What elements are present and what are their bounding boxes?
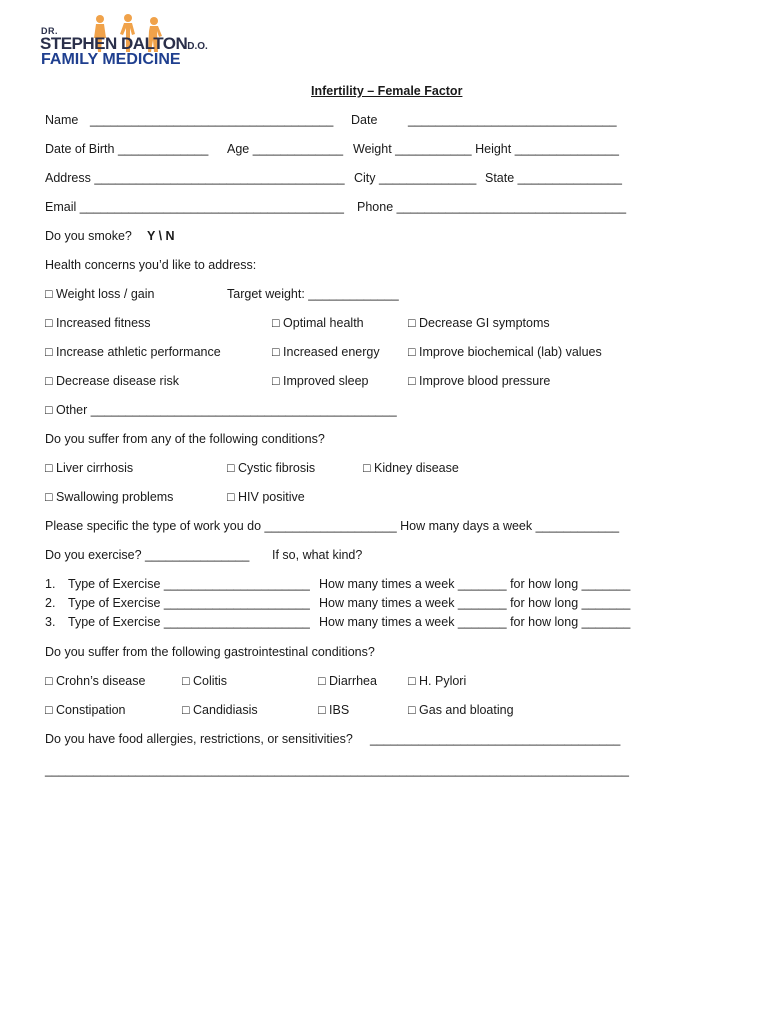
logo-dr: DR. [41, 26, 58, 36]
checkbox-swallowing[interactable]: □ Swallowing problems [45, 490, 174, 504]
form-title: Infertility – Female Factor [311, 84, 463, 98]
exercise-type-field[interactable]: Type of Exercise _____________________ [68, 615, 310, 629]
checkbox-other[interactable]: □ Other ____________________________________________ [45, 403, 397, 417]
smoke-question: Do you smoke? [45, 229, 132, 243]
clinic-logo [40, 14, 210, 74]
checkbox-improved-sleep[interactable]: □ Improved sleep [272, 374, 369, 388]
conditions-heading: Do you suffer from any of the following conditions? [45, 432, 325, 446]
age-field[interactable]: Age _____________ [227, 142, 344, 156]
name-field[interactable]: ___________________________________ [90, 113, 334, 127]
checkbox-gas-bloating[interactable]: □ Gas and bloating [408, 703, 514, 717]
health-heading: Health concerns you’d like to address: [45, 258, 257, 272]
exercise-row-num: 3. [45, 615, 56, 629]
checkbox-disease-risk[interactable]: □ Decrease disease risk [45, 374, 179, 388]
exercise-type-field[interactable]: Type of Exercise _____________________ [68, 577, 310, 591]
exercise-times-field[interactable]: How many times a week _______ for how long _______ [319, 596, 631, 610]
checkbox-lab-values[interactable]: □ Improve biochemical (lab) values [408, 345, 602, 359]
exercise-times-field[interactable]: How many times a week _______ for how long _______ [319, 577, 631, 591]
exercise-question[interactable]: Do you exercise? _______________ [45, 548, 250, 562]
checkbox-weight-loss[interactable]: □ Weight loss / gain [45, 287, 155, 301]
checkbox-decrease-gi[interactable]: □ Decrease GI symptoms [408, 316, 550, 330]
checkbox-ibs[interactable]: □ IBS [318, 703, 350, 717]
work-field[interactable]: Please specific the type of work you do ___________________ How many days a week ____________ [45, 519, 620, 533]
exercise-kind-label: If so, what kind? [272, 548, 363, 562]
checkbox-liver-cirrhosis[interactable]: □ Liver cirrhosis [45, 461, 134, 475]
exercise-times-field[interactable]: How many times a week _______ for how long _______ [319, 615, 631, 629]
exercise-row-num: 1. [45, 577, 56, 591]
checkbox-increased-fitness[interactable]: □ Increased fitness [45, 316, 151, 330]
phone-field[interactable]: Phone _________________________________ [357, 200, 627, 214]
checkbox-constipation[interactable]: □ Constipation [45, 703, 126, 717]
date-field[interactable]: ______________________________ [408, 113, 617, 127]
date-label: Date [351, 113, 378, 127]
exercise-row-num: 2. [45, 596, 56, 610]
checkbox-candidiasis[interactable]: □ Candidiasis [182, 703, 258, 717]
state-field[interactable]: State _______________ [485, 171, 622, 185]
dob-field[interactable]: Date of Birth _____________ [45, 142, 209, 156]
logo-family-medicine: FAMILY MEDICINE [41, 51, 181, 68]
checkbox-crohns[interactable]: □ Crohn’s disease [45, 674, 146, 688]
exercise-type-field[interactable]: Type of Exercise _____________________ [68, 596, 310, 610]
city-field[interactable]: City ______________ [354, 171, 477, 185]
smoke-answer[interactable]: Y \ N [147, 229, 175, 243]
allergies-field[interactable]: ____________________________________ [370, 732, 621, 746]
checkbox-cystic-fibrosis[interactable]: □ Cystic fibrosis [227, 461, 316, 475]
checkbox-colitis[interactable]: □ Colitis [182, 674, 228, 688]
allergies-field-continued[interactable]: ____________________________________________________________________________________ [45, 763, 629, 777]
target-weight-field[interactable]: Target weight: _____________ [227, 287, 399, 301]
logo-name: STEPHEN DALTOND.O. [40, 34, 208, 53]
checkbox-athletic-performance[interactable]: □ Increase athletic performance [45, 345, 221, 359]
gi-heading: Do you suffer from the following gastrointestinal conditions? [45, 645, 375, 659]
address-field[interactable]: Address ____________________________________ [45, 171, 345, 185]
allergies-question: Do you have food allergies, restrictions, or sensitivities? [45, 732, 353, 746]
checkbox-hiv[interactable]: □ HIV positive [227, 490, 305, 504]
checkbox-increased-energy[interactable]: □ Increased energy [272, 345, 380, 359]
checkbox-kidney-disease[interactable]: □ Kidney disease [363, 461, 459, 475]
checkbox-blood-pressure[interactable]: □ Improve blood pressure [408, 374, 551, 388]
weight-height-field[interactable]: Weight ___________ Height _______________ [353, 142, 619, 156]
email-field[interactable]: Email ______________________________________ [45, 200, 344, 214]
checkbox-h-pylori[interactable]: □ H. Pylori [408, 674, 467, 688]
name-label: Name [45, 113, 79, 127]
checkbox-diarrhea[interactable]: □ Diarrhea [318, 674, 377, 688]
checkbox-optimal-health[interactable]: □ Optimal health [272, 316, 364, 330]
